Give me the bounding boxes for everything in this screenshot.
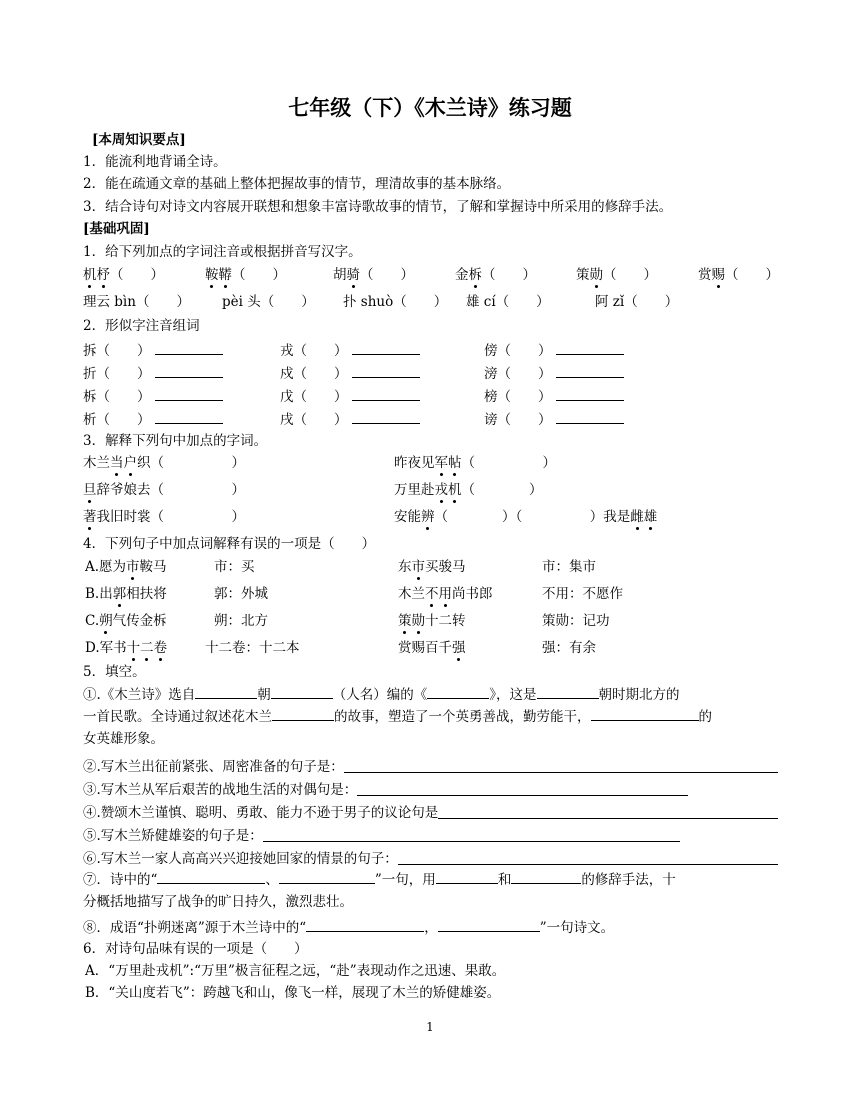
q5-paragraph-7 <box>83 869 778 913</box>
q4-option-sentence: 东市买骏马 <box>398 559 466 575</box>
q4-prompt: 4．下列句子中加点词解释有误的一项是（ ） <box>83 536 376 552</box>
q5-item-2 <box>83 758 778 776</box>
q5-text: （人名）编的《 <box>332 687 428 703</box>
q2-char: 戌（ ） <box>280 412 348 428</box>
blank[interactable] <box>357 781 688 796</box>
q5-text: 和 <box>497 872 512 888</box>
q4-option-sentence: D.军书十二卷 <box>85 640 168 656</box>
q5-text: 》，这是 <box>489 687 537 703</box>
q2-item <box>280 340 420 360</box>
q4-option-sentence: A.愿为市鞍马 <box>85 559 167 575</box>
q5-text: 一首民歌。全诗通过叙述花木兰 <box>83 709 272 725</box>
q2-char: 傍（ ） <box>484 343 552 359</box>
blank[interactable] <box>279 869 375 884</box>
page-number: 1 <box>426 1020 434 1034</box>
q4-option-sentence: 赏赐百千强 <box>398 640 466 656</box>
q5-text: ①.《木兰诗》选自 <box>83 687 196 703</box>
q4-option-gloss: 朔：北方 <box>214 613 268 629</box>
q5-text: 女英雄形象。 <box>83 731 164 747</box>
q5-text: ”一句诗文。 <box>539 920 615 936</box>
q5-text: ④.赞颂木兰谨慎、聪明、勇敢、能力不逊于男子的议论句是 <box>83 805 439 821</box>
q2-item <box>280 409 420 429</box>
q5-text: ⑥.写木兰一家人高高兴兴迎接她回家的情景的句子： <box>83 851 398 867</box>
q5-paragraph-1 <box>83 684 778 750</box>
q4-option-gloss: 不用：不愿作 <box>542 586 623 602</box>
q6-prompt: 6．对诗句品味有误的一项是（ ） <box>83 941 308 957</box>
knowledge-header: [本周知识要点] <box>92 132 186 148</box>
q4-option-sentence: B.出郭相扶将 <box>85 586 167 602</box>
blank[interactable] <box>438 804 778 819</box>
q1-item: 鞍鞯（ ） <box>205 267 286 283</box>
q5-text: ⑤.写木兰矫健雄姿的句子是： <box>83 828 263 844</box>
q5-text: ， <box>424 920 438 936</box>
q2-item <box>83 363 223 383</box>
q2-char: 戍（ ） <box>280 366 348 382</box>
q3-item: 安能辨（ ）（ ）我是雌雄 <box>394 509 658 525</box>
q6-option-b: B．“关山度若飞”：跨越飞和山，像飞一样，展现了木兰的矫健雄姿。 <box>85 985 501 1001</box>
blank[interactable] <box>398 850 778 865</box>
q4-option-gloss: 十二卷：十二本 <box>205 640 300 656</box>
blank[interactable] <box>438 917 540 932</box>
blank[interactable] <box>511 869 581 884</box>
q6-option-a: A．“万里赴戎机”:“万里”极言征程之远，“赴”表现动作之迅速、果敢。 <box>85 963 506 979</box>
q5-text: 分概括地描写了战争的旷日持久，激烈悲壮。 <box>83 894 353 910</box>
q2-char: 戎（ ） <box>280 343 348 359</box>
q1-item: 机杼（ ） <box>83 267 164 283</box>
q4-option-gloss: 强：有余 <box>542 640 596 656</box>
q4-option-gloss: 市：买 <box>214 559 255 575</box>
q2-item <box>83 409 223 429</box>
blank[interactable] <box>427 684 489 699</box>
q5-text: ②.写木兰出征前紧张、周密准备的句子是： <box>83 759 344 775</box>
q2-item <box>280 363 420 383</box>
q3-item: 木兰当户织（ ） <box>83 455 245 471</box>
q3-item: 著我旧时裳（ ） <box>83 509 245 525</box>
q2-prompt: 2．形似字注音组词 <box>83 318 200 334</box>
q5-prompt: 5．填空。 <box>83 664 146 680</box>
q3-item: 万里赴戎机（ ） <box>394 482 543 498</box>
blank[interactable] <box>591 706 699 721</box>
q2-char: 拆（ ） <box>83 343 151 359</box>
q4-option-sentence: C.朔气传金柝 <box>85 613 167 629</box>
q1-item: 阿 zǐ（ ） <box>595 294 679 310</box>
q5-text: 的故事，塑造了一个英勇善战，勤劳能干， <box>334 709 591 725</box>
knowledge-item-3: 3．结合诗句对诗文内容展开联想和想象丰富诗歌故事的情节，了解和掌握诗中所采用的修辞手法。 <box>83 199 673 215</box>
blank[interactable] <box>272 706 334 721</box>
q1-item: 扑 shuò（ ） <box>343 294 448 310</box>
q5-text: ”一句，用 <box>374 872 436 888</box>
q5-text: ③.写木兰从军后艰苦的战地生活的对偶句是： <box>83 782 358 798</box>
q1-prompt: 1．给下列加点的字词注音或根据拼音写汉字。 <box>83 244 362 260</box>
q4-option-gloss: 策勋：记功 <box>542 613 610 629</box>
q4-option-gloss: 市：集市 <box>542 559 596 575</box>
q5-item-4 <box>83 804 778 822</box>
blank[interactable] <box>195 684 257 699</box>
q1-item: 雄 cí（ ） <box>466 294 550 310</box>
q5-text: 的 <box>698 709 712 725</box>
blank[interactable] <box>263 827 680 842</box>
q1-item: pèi 头（ ） <box>222 294 315 310</box>
q1-item: 胡骑（ ） <box>333 267 414 283</box>
q4-option-sentence: 策勋十二转 <box>398 613 466 629</box>
q2-item <box>83 386 223 406</box>
q1-item: 策勋（ ） <box>576 267 657 283</box>
q2-char: 榜（ ） <box>484 389 552 405</box>
knowledge-item-1: 1．能流利地背诵全诗。 <box>83 154 227 170</box>
blank[interactable] <box>537 684 599 699</box>
knowledge-item-2: 2．能在疏通文章的基础上整体把握故事的情节，理清故事的基本脉络。 <box>83 176 511 192</box>
basics-header: [基础巩固] <box>83 221 150 237</box>
q2-char: 折（ ） <box>83 366 151 382</box>
q2-item <box>484 340 624 360</box>
q2-item <box>83 340 223 360</box>
q2-item <box>280 386 420 406</box>
q5-text: 朝 <box>257 687 271 703</box>
q5-text: 朝时期北方的 <box>598 687 680 703</box>
blank[interactable] <box>271 684 333 699</box>
q2-item <box>484 409 624 429</box>
q5-paragraph-8 <box>83 917 614 937</box>
q2-item <box>484 386 624 406</box>
q5-item-3 <box>83 781 688 799</box>
q2-item <box>484 363 624 383</box>
q3-item: 旦辞爷娘去（ ） <box>83 482 245 498</box>
q4-option-sentence: 木兰不用尚书郎 <box>398 586 493 602</box>
q2-char: 戊（ ） <box>280 389 348 405</box>
blank[interactable] <box>436 869 498 884</box>
q5-item-5 <box>83 827 680 845</box>
q1-item: 金柝（ ） <box>455 267 536 283</box>
q5-text: ⑦．诗中的“ <box>83 872 158 888</box>
blank[interactable] <box>157 869 265 884</box>
q5-text: 、 <box>265 872 279 888</box>
q5-text: ⑧．成语“扑朔迷离”源于木兰诗中的“ <box>83 920 307 936</box>
q2-char: 谤（ ） <box>484 412 552 428</box>
q5-item-6 <box>83 850 778 868</box>
q5-text: 的修辞手法，十 <box>581 872 676 888</box>
q3-prompt: 3．解释下列句中加点的字词。 <box>83 433 268 449</box>
q4-option-gloss: 郭：外城 <box>214 586 268 602</box>
q1-item: 理云 bìn（ ） <box>83 294 190 310</box>
blank[interactable] <box>306 917 424 932</box>
q2-char: 滂（ ） <box>484 366 552 382</box>
page-title: 七年级（下）《木兰诗》练习题 <box>288 95 572 120</box>
q2-char: 析（ ） <box>83 412 151 428</box>
blank[interactable] <box>344 758 778 773</box>
q3-item: 昨夜见军帖（ ） <box>394 455 556 471</box>
q1-item: 赏赐（ ） <box>698 267 779 283</box>
q2-char: 柝（ ） <box>83 389 151 405</box>
